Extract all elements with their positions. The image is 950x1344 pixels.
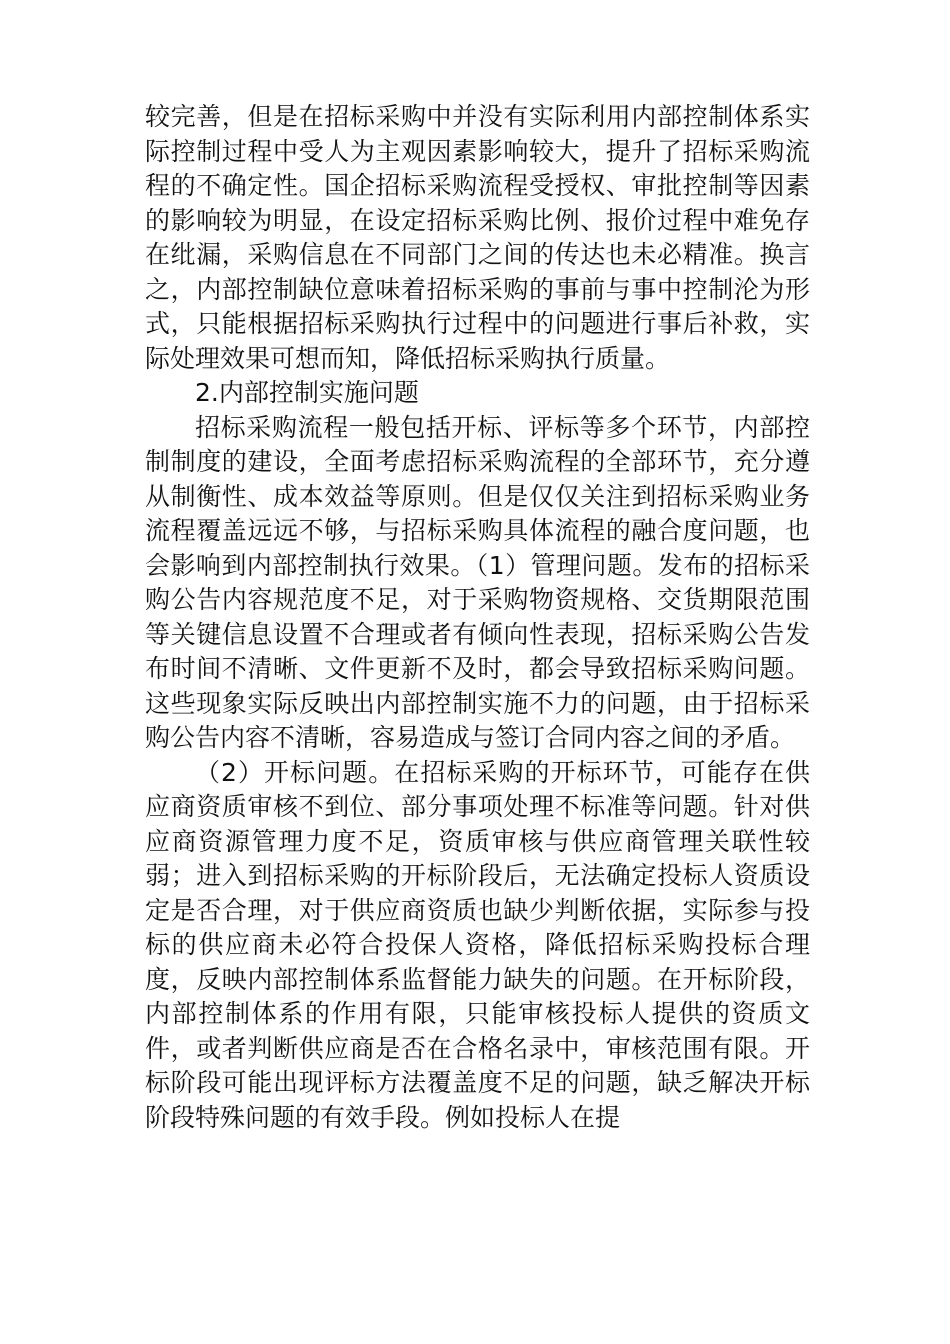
document-body [145,100,810,1135]
body-paragraph: （2）开标问题。在招标采购的开标环节，可能存在供应商资质审核不到位、部分事项处理不标准等问题。针对供应商资源管理力度不足，资质审核与供应商管理关联性较弱；进入到招标采购的开标阶段后，无法确定投标人资质设定是否合理，对于供应商资质也缺少判断依据，实际参与投标的供应商未必符合投保人资格，降低招标采购投标合理度，反映内部控制体系监督能力缺失的问题。在开标阶段，内部控制体系的作用有限，只能审核投标人提供的资质文件，或者判断供应商是否在合格名录中，审核范围有限。开标阶段可能出现评标方法覆盖度不足的问题，缺乏解决开标阶段特殊问题的有效手段。例如投标人在提 [145,757,810,1132]
body-paragraph: 招标采购流程一般包括开标、评标等多个环节，内部控制制度的建设，全面考虑招标采购流程的全部环节，充分遵从制衡性、成本效益等原则。但是仅仅关注到招标采购业务流程覆盖远远不够，与招标采购具体流程的融合度问题，也会影响到内部控制执行效果。（1）管理问题。发布的招标采购公告内容规范度不足，对于采购物资规格、交货期限范围等关键信息设置不合理或者有倾向性表现，招标采购公告发布时间不清晰、文件更新不及时，都会导致招标采购问题。这些现象实际反映出内部控制实施不力的问题，由于招标采购公告内容不清晰，容易造成与签订合同内容之间的矛盾。 [145,412,810,752]
section-heading: 2.内部控制实施问题 [195,378,419,407]
body-paragraph: 较完善，但是在招标采购中并没有实际利用内部控制体系实际控制过程中受人为主观因素影响较大，提升了招标采购流程的不确定性。国企招标采购流程受授权、审批控制等因素的影响较为明显，在设定招标采购比例、报价过程中难免存在纰漏，采购信息在不同部门之间的传达也未必精准。换言之，内部控制缺位意味着招标采购的事前与事中控制沦为形式，只能根据招标采购执行过程中的问题进行事后补救，实际处理效果可想而知，降低招标采购执行质量。 [145,102,810,373]
